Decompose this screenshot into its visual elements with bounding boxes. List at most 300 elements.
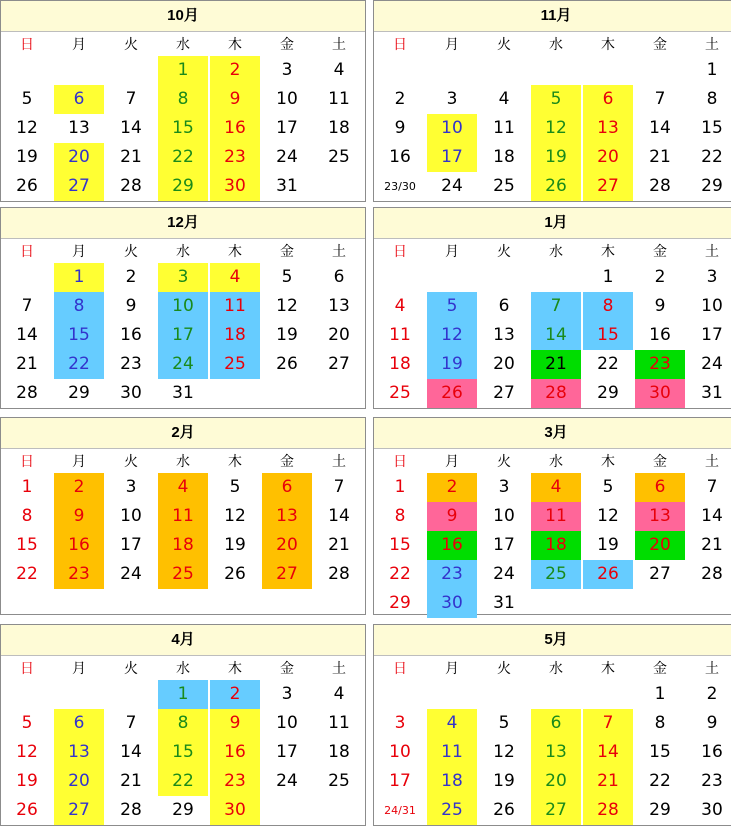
day-cell: 9 (210, 709, 260, 738)
day-cell: 18 (493, 147, 515, 167)
month-calendar (373, 624, 731, 826)
day-cell: 16 (210, 738, 260, 767)
day-cell: 21 (328, 535, 350, 555)
weekday-label: 火 (497, 453, 511, 469)
weekday-label: 火 (124, 660, 138, 676)
weekday-header (374, 449, 731, 473)
day-grid (1, 56, 365, 201)
day-cell: 12 (276, 296, 298, 316)
day-cell: 20 (583, 143, 633, 172)
empty-cell (54, 680, 104, 709)
weekday-label: 金 (653, 453, 667, 469)
weekday-label: 木 (228, 660, 242, 676)
day-cell: 13 (328, 296, 350, 316)
day-cell: 28 (583, 796, 633, 825)
weekday-label: 水 (549, 243, 563, 259)
day-cell: 8 (394, 506, 406, 526)
empty-cell (262, 379, 312, 408)
empty-cell (479, 263, 529, 292)
day-cell: 17 (493, 535, 515, 555)
day-cell: 28 (649, 176, 671, 196)
day-cell: 26 (224, 564, 246, 584)
month-title: 5月 (374, 625, 731, 656)
day-cell: 25 (531, 560, 581, 589)
day-cell: 2 (394, 89, 406, 109)
weekday-label: 水 (549, 453, 563, 469)
empty-cell (427, 680, 477, 709)
day-cell: 29 (158, 172, 208, 201)
weekday-label: 土 (705, 453, 719, 469)
day-cell: 21 (120, 147, 142, 167)
month-calendar (0, 417, 366, 615)
weekday-label: 土 (332, 36, 346, 52)
day-cell: 4 (394, 296, 406, 316)
day-cell: 10 (276, 89, 298, 109)
day-cell: 22 (701, 147, 723, 167)
weekday-label: 木 (228, 243, 242, 259)
day-cell: 3 (706, 267, 718, 287)
weekday-label: 木 (228, 36, 242, 52)
day-cell: 8 (706, 89, 718, 109)
weekday-header (1, 449, 365, 473)
empty-cell (2, 680, 52, 709)
day-grid (374, 56, 731, 201)
day-grid (374, 473, 731, 618)
day-cell: 27 (531, 796, 581, 825)
day-cell: 19 (531, 143, 581, 172)
day-cell: 19 (276, 325, 298, 345)
day-cell: 13 (635, 502, 685, 531)
weekday-header (374, 239, 731, 263)
day-cell: 18 (210, 321, 260, 350)
day-cell: 31 (276, 176, 298, 196)
day-cell: 18 (389, 354, 411, 374)
day-cell: 15 (158, 738, 208, 767)
day-cell: 27 (262, 560, 312, 589)
day-cell: 27 (493, 383, 515, 403)
day-cell: 8 (654, 713, 666, 733)
day-cell: 14 (531, 321, 581, 350)
weekday-label: 日 (20, 36, 34, 52)
day-cell: 3 (281, 60, 293, 80)
day-cell: 9 (210, 85, 260, 114)
month-calendar (373, 207, 731, 409)
day-cell: 22 (54, 350, 104, 379)
day-cell: 1 (54, 263, 104, 292)
weekday-label: 木 (601, 660, 615, 676)
weekday-label: 木 (601, 243, 615, 259)
day-cell: 29 (597, 383, 619, 403)
day-cell: 19 (493, 771, 515, 791)
day-cell: 9 (54, 502, 104, 531)
month-calendar (0, 624, 366, 826)
day-cell: 28 (16, 383, 38, 403)
day-cell: 30 (635, 379, 685, 408)
day-cell: 13 (531, 738, 581, 767)
day-cell: 23 (701, 771, 723, 791)
day-cell: 6 (54, 709, 104, 738)
day-cell: 16 (427, 531, 477, 560)
empty-cell (479, 680, 529, 709)
day-cell: 9 (125, 296, 137, 316)
weekday-label: 土 (332, 243, 346, 259)
day-cell: 2 (210, 56, 260, 85)
day-cell: 19 (16, 771, 38, 791)
day-cell: 12 (493, 742, 515, 762)
day-cell: 17 (276, 742, 298, 762)
day-cell: 6 (333, 267, 345, 287)
day-cell: 11 (328, 713, 350, 733)
day-cell: 24 (701, 354, 723, 374)
day-cell: 9 (394, 118, 406, 138)
weekday-label: 火 (497, 660, 511, 676)
day-cell: 7 (583, 709, 633, 738)
day-cell: 28 (701, 564, 723, 584)
day-grid (1, 680, 365, 825)
day-cell: 16 (389, 147, 411, 167)
day-cell: 25 (328, 147, 350, 167)
weekday-header (374, 656, 731, 680)
day-cell: 19 (427, 350, 477, 379)
day-cell: 7 (706, 477, 718, 497)
day-cell: 2 (210, 680, 260, 709)
weekday-label: 日 (20, 243, 34, 259)
weekday-label: 日 (393, 453, 407, 469)
day-cell: 21 (649, 147, 671, 167)
weekday-label: 日 (393, 243, 407, 259)
weekday-label: 水 (176, 660, 190, 676)
day-cell: 3 (394, 713, 406, 733)
day-cell: 13 (583, 114, 633, 143)
day-cell: 7 (531, 292, 581, 321)
day-cell: 26 (493, 800, 515, 820)
day-cell: 14 (583, 738, 633, 767)
empty-cell (106, 56, 156, 85)
day-cell: 25 (389, 383, 411, 403)
day-cell: 24 (276, 771, 298, 791)
empty-cell (531, 589, 581, 618)
empty-cell (210, 379, 260, 408)
day-cell: 7 (125, 713, 137, 733)
day-cell: 26 (531, 172, 581, 201)
day-cell: 23 (120, 354, 142, 374)
day-cell: 7 (333, 477, 345, 497)
weekday-label: 火 (497, 36, 511, 52)
weekday-label: 月 (72, 453, 86, 469)
weekday-label: 土 (332, 660, 346, 676)
day-cell: 10 (701, 296, 723, 316)
day-cell: 17 (427, 143, 477, 172)
day-cell: 5 (427, 292, 477, 321)
empty-cell (583, 680, 633, 709)
day-cell: 29 (701, 176, 723, 196)
month-calendar (0, 207, 366, 409)
weekday-label: 日 (20, 660, 34, 676)
weekday-label: 月 (445, 453, 459, 469)
day-cell: 10 (427, 114, 477, 143)
day-cell: 19 (597, 535, 619, 555)
day-cell: 8 (158, 85, 208, 114)
day-cell: 7 (21, 296, 33, 316)
day-grid (374, 680, 731, 825)
day-cell: 15 (16, 535, 38, 555)
empty-cell (262, 796, 312, 825)
day-cell: 21 (531, 350, 581, 379)
weekday-label: 日 (20, 453, 34, 469)
day-cell: 10 (389, 742, 411, 762)
empty-cell (375, 263, 425, 292)
weekday-label: 水 (176, 453, 190, 469)
empty-cell (2, 263, 52, 292)
day-cell: 16 (54, 531, 104, 560)
weekday-label: 土 (332, 453, 346, 469)
day-cell: 11 (328, 89, 350, 109)
empty-cell (583, 589, 633, 618)
day-cell: 23 (427, 560, 477, 589)
day-cell: 5 (21, 89, 33, 109)
day-cell: 4 (210, 263, 260, 292)
day-grid (1, 473, 365, 589)
month-title: 3月 (374, 418, 731, 449)
day-cell: 27 (54, 172, 104, 201)
day-cell: 13 (262, 502, 312, 531)
day-cell: 1 (654, 684, 666, 704)
empty-cell (635, 56, 685, 85)
weekday-label: 木 (601, 36, 615, 52)
empty-cell (375, 680, 425, 709)
day-cell: 29 (389, 593, 411, 613)
day-cell: 28 (531, 379, 581, 408)
day-cell: 11 (389, 325, 411, 345)
day-cell: 13 (54, 738, 104, 767)
day-cell: 22 (389, 564, 411, 584)
weekday-label: 水 (176, 36, 190, 52)
day-cell: 15 (649, 742, 671, 762)
day-cell: 30 (210, 172, 260, 201)
day-cell: 13 (493, 325, 515, 345)
day-cell: 2 (706, 684, 718, 704)
day-cell: 12 (531, 114, 581, 143)
day-cell: 31 (701, 383, 723, 403)
day-cell: 26 (583, 560, 633, 589)
day-cell: 25 (210, 350, 260, 379)
empty-cell (687, 589, 731, 618)
day-cell: 23 (210, 143, 260, 172)
day-cell: 28 (328, 564, 350, 584)
day-cell: 20 (531, 767, 581, 796)
weekday-header (1, 32, 365, 56)
day-cell: 8 (54, 292, 104, 321)
day-cell: 30 (210, 796, 260, 825)
day-cell: 11 (493, 118, 515, 138)
day-cell: 28 (120, 176, 142, 196)
day-cell: 26 (16, 800, 38, 820)
day-cell: 17 (120, 535, 142, 555)
day-cell: 22 (649, 771, 671, 791)
day-cell: 27 (649, 564, 671, 584)
day-cell: 29 (649, 800, 671, 820)
day-cell: 18 (158, 531, 208, 560)
day-cell: 18 (531, 531, 581, 560)
day-cell: 4 (427, 709, 477, 738)
month-title: 10月 (1, 1, 365, 32)
weekday-label: 土 (705, 660, 719, 676)
day-cell: 17 (158, 321, 208, 350)
day-cell: 17 (701, 325, 723, 345)
weekday-label: 水 (549, 36, 563, 52)
day-cell: 5 (498, 713, 510, 733)
day-cell: 15 (389, 535, 411, 555)
day-cell: 20 (328, 325, 350, 345)
empty-cell (635, 589, 685, 618)
day-cell: 3 (498, 477, 510, 497)
month-calendar (373, 417, 731, 615)
day-cell: 21 (701, 535, 723, 555)
day-cell: 1 (158, 56, 208, 85)
empty-cell (531, 680, 581, 709)
day-cell: 16 (120, 325, 142, 345)
empty-cell (106, 680, 156, 709)
day-cell: 15 (701, 118, 723, 138)
weekday-header (1, 239, 365, 263)
day-cell: 16 (701, 742, 723, 762)
day-cell: 14 (120, 118, 142, 138)
day-cell: 2 (654, 267, 666, 287)
day-cell: 24/31 (384, 804, 416, 817)
day-cell: 22 (16, 564, 38, 584)
day-cell: 10 (276, 713, 298, 733)
day-cell: 13 (68, 118, 90, 138)
day-cell: 23 (54, 560, 104, 589)
day-cell: 6 (262, 473, 312, 502)
day-cell: 9 (427, 502, 477, 531)
day-cell: 8 (158, 709, 208, 738)
empty-cell (479, 56, 529, 85)
day-cell: 1 (394, 477, 406, 497)
day-cell: 6 (54, 85, 104, 114)
day-cell: 18 (328, 742, 350, 762)
day-cell: 1 (602, 267, 614, 287)
day-cell: 3 (158, 263, 208, 292)
day-cell: 23 (635, 350, 685, 379)
day-cell: 23 (210, 767, 260, 796)
day-cell: 20 (54, 767, 104, 796)
weekday-label: 金 (653, 243, 667, 259)
month-title: 2月 (1, 418, 365, 449)
day-cell: 16 (210, 114, 260, 143)
day-cell: 20 (493, 354, 515, 374)
day-cell: 20 (635, 531, 685, 560)
day-cell: 24 (158, 350, 208, 379)
day-cell: 20 (54, 143, 104, 172)
day-cell: 16 (649, 325, 671, 345)
day-cell: 12 (16, 742, 38, 762)
day-cell: 26 (427, 379, 477, 408)
day-cell: 18 (328, 118, 350, 138)
weekday-label: 水 (176, 243, 190, 259)
day-cell: 31 (493, 593, 515, 613)
empty-cell (583, 56, 633, 85)
day-cell: 12 (597, 506, 619, 526)
day-cell: 8 (583, 292, 633, 321)
weekday-label: 土 (705, 36, 719, 52)
day-cell: 22 (158, 143, 208, 172)
weekday-label: 土 (705, 243, 719, 259)
day-cell: 30 (701, 800, 723, 820)
empty-cell (314, 796, 364, 825)
day-cell: 15 (54, 321, 104, 350)
weekday-label: 月 (72, 660, 86, 676)
weekday-header (1, 656, 365, 680)
day-cell: 12 (16, 118, 38, 138)
day-cell: 11 (531, 502, 581, 531)
day-cell: 30 (427, 589, 477, 618)
weekday-label: 木 (601, 453, 615, 469)
day-cell: 24 (441, 176, 463, 196)
day-cell: 30 (120, 383, 142, 403)
empty-cell (531, 56, 581, 85)
day-cell: 25 (427, 796, 477, 825)
day-cell: 29 (68, 383, 90, 403)
day-cell: 1 (21, 477, 33, 497)
day-cell: 24 (493, 564, 515, 584)
day-cell: 15 (583, 321, 633, 350)
month-calendar (373, 0, 731, 202)
day-cell: 22 (597, 354, 619, 374)
day-cell: 26 (276, 354, 298, 374)
empty-cell (314, 379, 364, 408)
day-cell: 8 (21, 506, 33, 526)
day-cell: 5 (531, 85, 581, 114)
day-cell: 25 (493, 176, 515, 196)
day-cell: 26 (16, 176, 38, 196)
day-cell: 21 (120, 771, 142, 791)
month-title: 1月 (374, 208, 731, 239)
day-cell: 1 (706, 60, 718, 80)
day-cell: 4 (158, 473, 208, 502)
weekday-label: 火 (124, 243, 138, 259)
day-cell: 31 (172, 383, 194, 403)
day-cell: 11 (210, 292, 260, 321)
empty-cell (314, 172, 364, 201)
weekday-label: 金 (280, 453, 294, 469)
day-cell: 10 (120, 506, 142, 526)
day-cell: 2 (427, 473, 477, 502)
day-cell: 9 (654, 296, 666, 316)
day-cell: 27 (328, 354, 350, 374)
weekday-label: 木 (228, 453, 242, 469)
day-cell: 4 (531, 473, 581, 502)
day-cell: 18 (427, 767, 477, 796)
day-cell: 27 (54, 796, 104, 825)
weekday-label: 金 (653, 660, 667, 676)
day-cell: 6 (635, 473, 685, 502)
day-cell: 29 (172, 800, 194, 820)
day-cell: 20 (262, 531, 312, 560)
weekday-label: 月 (445, 36, 459, 52)
day-cell: 1 (158, 680, 208, 709)
weekday-label: 金 (280, 36, 294, 52)
day-cell: 27 (583, 172, 633, 201)
weekday-label: 月 (445, 243, 459, 259)
day-cell: 25 (328, 771, 350, 791)
day-cell: 14 (701, 506, 723, 526)
day-cell: 10 (493, 506, 515, 526)
day-cell: 21 (583, 767, 633, 796)
weekday-label: 月 (72, 243, 86, 259)
day-cell: 7 (654, 89, 666, 109)
day-cell: 19 (224, 535, 246, 555)
